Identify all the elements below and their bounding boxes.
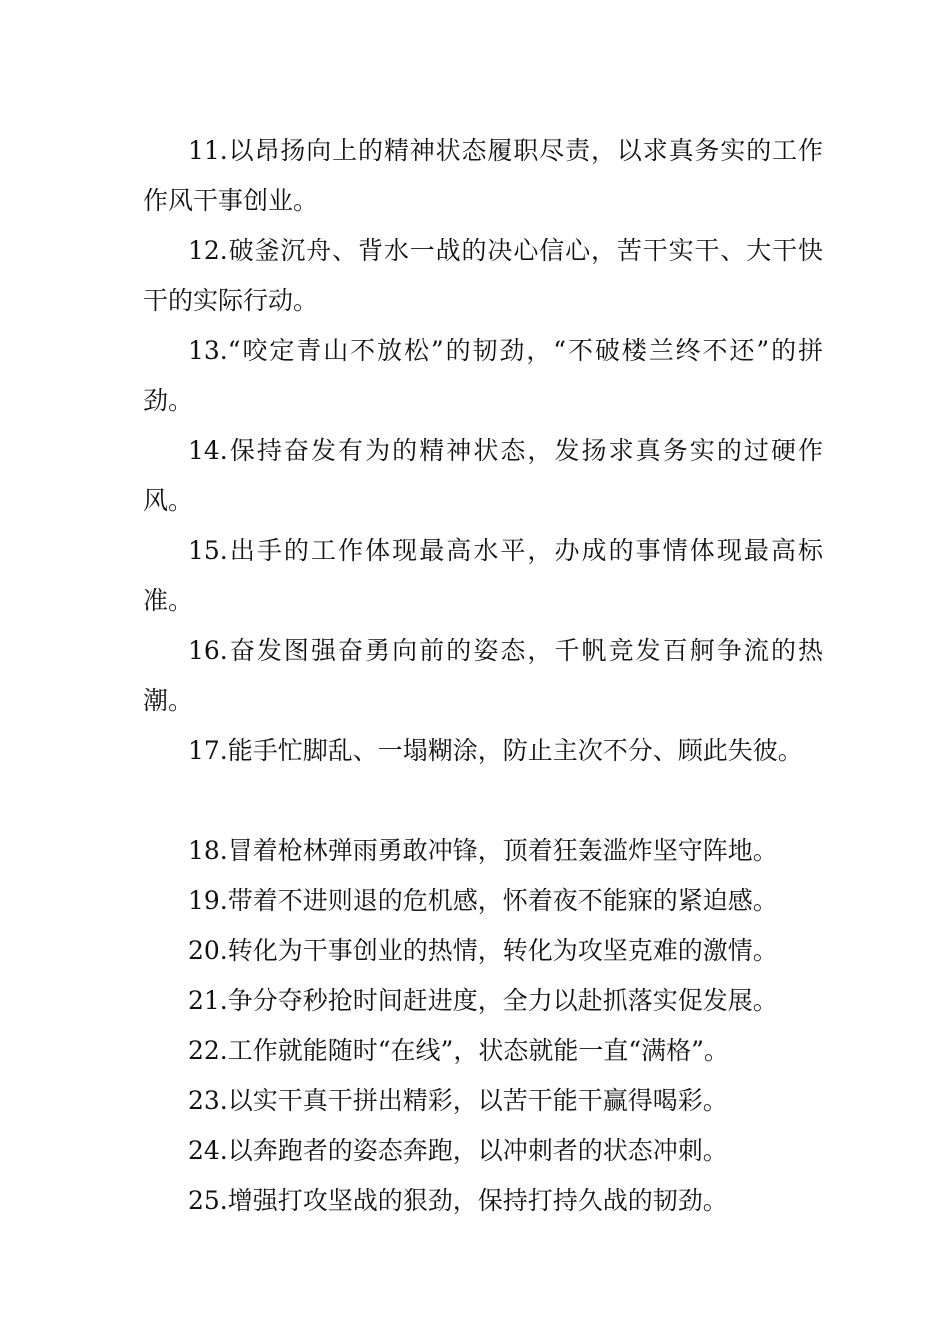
paragraph-19: 19.带着不进则退的危机感，怀着夜不能寐的紧迫感。 [188,886,778,915]
paragraph-18: 18.冒着枪林弹雨勇敢冲锋，顶着狂轰滥炸坚守阵地。 [188,836,778,865]
document-body [143,126,823,1226]
paragraph-11: 11.以昂扬向上的精神状态履职尽责，以求真务实的工作作风干事创业。 [143,136,823,215]
paragraph-21: 21.争分夺秒抢时间赶进度，全力以赴抓落实促发展。 [188,986,778,1015]
paragraph-16: 16.奋发图强奋勇向前的姿态，千帆竞发百舸争流的热潮。 [143,636,823,715]
paragraph-13: 13.“咬定青山不放松”的韧劲，“不破楼兰终不还”的拼劲。 [143,336,823,415]
paragraph-23: 23.以实干真干拼出精彩，以苦干能干赢得喝彩。 [188,1086,728,1115]
blank-line [143,776,823,826]
paragraph-17: 17.能手忙脚乱、一塌糊涂，防止主次不分、顾此失彼。 [188,736,803,765]
paragraph-14: 14.保持奋发有为的精神状态，发扬求真务实的过硬作风。 [143,436,823,515]
paragraph-22: 22.工作就能随时“在线”，状态就能一直“满格”。 [188,1036,729,1065]
paragraph-24: 24.以奔跑者的姿态奔跑，以冲刺者的状态冲刺。 [188,1136,728,1165]
paragraph-12: 12.破釜沉舟、背水一战的决心信心，苦干实干、大干快干的实际行动。 [143,236,823,315]
paragraph-15: 15.出手的工作体现最高水平，办成的事情体现最高标准。 [143,536,823,615]
paragraph-20: 20.转化为干事创业的热情，转化为攻坚克难的激情。 [188,936,778,965]
paragraph-25: 25.增强打攻坚战的狠劲，保持打持久战的韧劲。 [188,1186,728,1215]
